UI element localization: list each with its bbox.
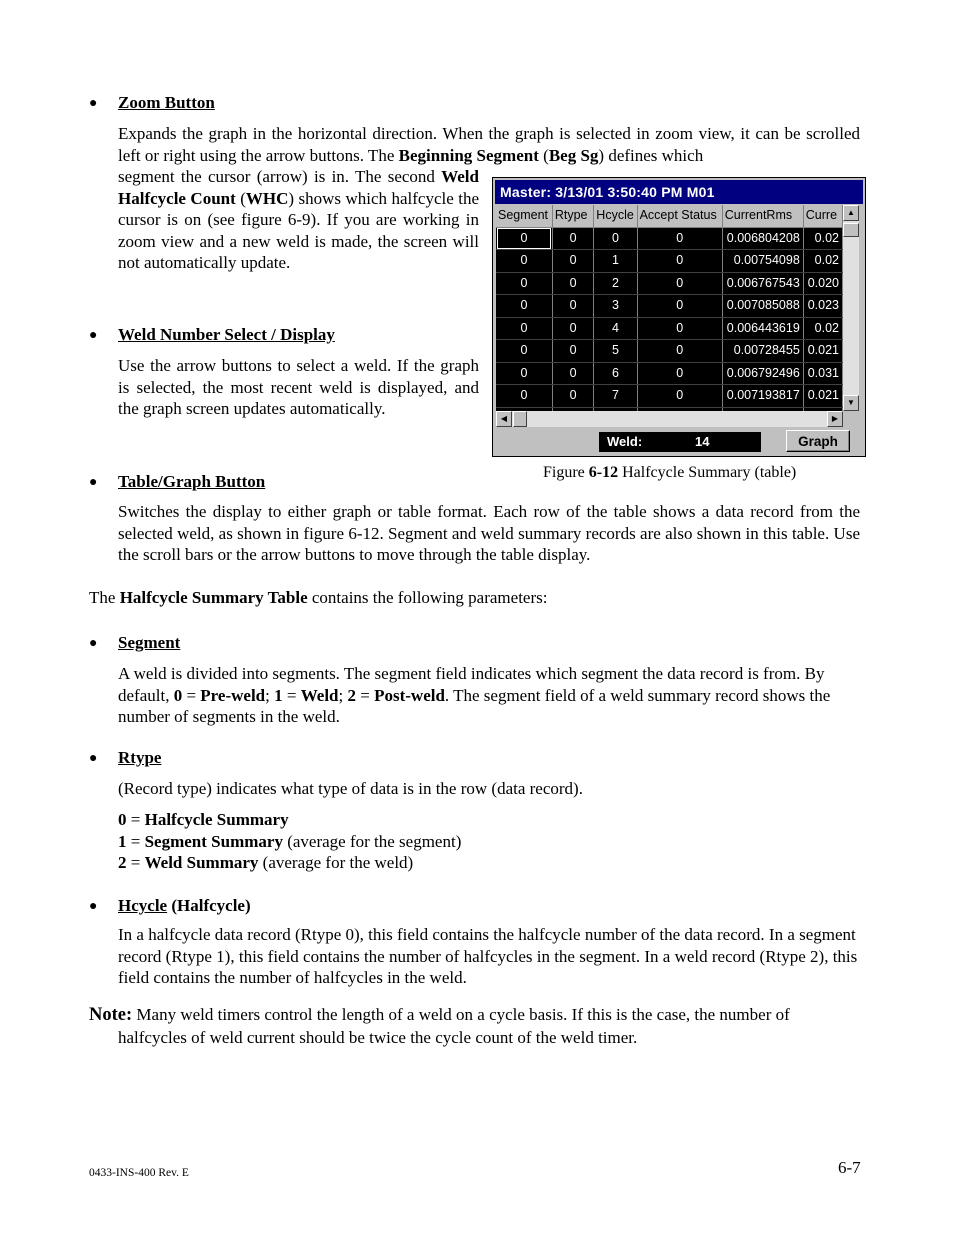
rtype-label: Weld Summary xyxy=(144,853,259,872)
table-cell[interactable]: 1 xyxy=(594,250,637,273)
summary-table-area xyxy=(496,205,843,411)
scroll-up-icon[interactable]: ▲ xyxy=(843,205,859,221)
segment-paragraph: A weld is divided into segments. The segment field indicates which segment the data record is from. By default, 0 = Pre-weld; 1 = Weld; 2 = Post-weld. The segment field of a weld summary record shows the number of segments in the weld. xyxy=(118,664,831,726)
zoom-bold-beg-sg: Beg Sg xyxy=(548,145,599,165)
table-cell[interactable]: 0 xyxy=(496,317,552,340)
zoom-bold-whc-long: Weld Halfcycle Count xyxy=(118,167,479,208)
table-cell[interactable]: 0 xyxy=(552,385,593,408)
table-cell[interactable]: 0.021 xyxy=(803,340,842,363)
table-cell[interactable]: 0 xyxy=(496,362,552,385)
note-text: Many weld timers control the length of a weld on a cycle basis. If this is the case, the number of halfcycles of weld current should be twice the cycle count of the weld timer. xyxy=(118,1005,790,1047)
graph-button[interactable]: Graph xyxy=(786,430,850,452)
segment-v2: 2 xyxy=(347,685,356,705)
note-label: Note: xyxy=(89,1005,133,1025)
intro-post: contains the following parameters: xyxy=(307,588,548,607)
table-cell[interactable]: 0 xyxy=(496,227,552,250)
table-cell[interactable]: 0 xyxy=(552,362,593,385)
table-cell[interactable]: 0 xyxy=(552,227,593,250)
segment-l0: Pre-weld xyxy=(200,685,266,705)
rtype-num: 1 xyxy=(118,831,127,851)
table-cell[interactable]: 0.00754098 xyxy=(722,250,803,273)
caption-post: Halfcycle Summary (table) xyxy=(618,464,797,481)
table-cell[interactable]: 4 xyxy=(594,317,637,340)
weld-select-text: Use the arrow buttons to select a weld. If the graph is selected, the most recent weld is displayed, and the graph screen updates automatically. xyxy=(118,356,479,418)
table-row[interactable] xyxy=(496,295,843,318)
table-graph-paragraph xyxy=(118,501,860,566)
intro-pre: The xyxy=(89,588,120,607)
caption-pre: Figure xyxy=(543,464,589,481)
segment-heading: Segment xyxy=(118,633,181,652)
table-cell[interactable]: 6 xyxy=(594,362,637,385)
list-item: 1 = Segment Summary (average for the segment) xyxy=(118,831,462,851)
segment-text-a: A weld is divided into segments. The segment field indicates which segment the data record is from. By default, xyxy=(118,664,825,705)
horizontal-scrollbar[interactable] xyxy=(496,411,843,427)
table-cell[interactable]: 0 xyxy=(594,227,637,250)
hcycle-heading-suffix: (Halfcycle) xyxy=(167,896,251,915)
intro-bold: Halfcycle Summary Table xyxy=(119,588,308,607)
zoom-heading: Zoom Button xyxy=(118,93,215,112)
table-row[interactable] xyxy=(496,227,843,250)
table-cell[interactable]: 0.020 xyxy=(803,272,842,295)
table-cell[interactable]: 0 xyxy=(637,227,722,250)
document-id: 0433-INS-400 Rev. E xyxy=(89,1167,189,1179)
table-cell[interactable]: 5 xyxy=(594,340,637,363)
hcycle-text: In a halfcycle data record (Rtype 0), this field contains the halfcycle number of the data record. In a segment record (Rtype 1), this field contains the number of halfcycles in the segment. In a weld record (Rtype 2), this field contains the number of halfcycles in the weld. xyxy=(118,925,858,987)
figure-caption xyxy=(543,462,796,484)
table-cell[interactable]: 0 xyxy=(637,362,722,385)
column-header[interactable]: Accept Status xyxy=(637,205,722,227)
list-item: 0 = Halfcycle Summary xyxy=(118,810,289,829)
table-cell[interactable]: 0 xyxy=(637,272,722,295)
table-cell[interactable]: 0 xyxy=(496,272,552,295)
bullet-icon: ● xyxy=(89,751,98,766)
table-cell[interactable]: 0 xyxy=(496,250,552,273)
weld-label: Weld: xyxy=(607,434,643,449)
weld-select-heading: Weld Number Select / Display xyxy=(118,325,335,344)
intro-line xyxy=(89,587,547,609)
rtype-note: (average for the segment) xyxy=(282,831,462,851)
table-cell[interactable]: 0 xyxy=(552,272,593,295)
table-cell[interactable]: 0.007085088 xyxy=(722,295,803,318)
table-cell[interactable]: 0.006443619 xyxy=(722,317,803,340)
weld-number-display[interactable] xyxy=(599,432,761,452)
table-cell[interactable]: 0 xyxy=(552,295,593,318)
zoom-bold-whc: WHC xyxy=(245,188,289,208)
hcycle-heading: Hcycle xyxy=(118,896,168,915)
bullet-icon: ● xyxy=(89,899,98,914)
segment-v1: 1 xyxy=(274,685,283,705)
table-cell[interactable]: 0.02 xyxy=(803,250,842,273)
table-cell[interactable]: 0 xyxy=(637,340,722,363)
bullet-icon: ● xyxy=(89,636,98,651)
table-cell[interactable]: 3 xyxy=(594,295,637,318)
table-cell[interactable]: 0 xyxy=(637,317,722,340)
table-cell[interactable]: 0.02 xyxy=(803,227,842,250)
table-cell[interactable]: 0.006767543 xyxy=(722,272,803,295)
rtype-text: (Record type) indicates what type of data is in the row (data record). xyxy=(118,779,583,798)
zoom-bold-beg-segment: Beginning Segment xyxy=(398,145,539,165)
table-cell[interactable]: 0.006804208 xyxy=(722,227,803,250)
table-cell[interactable]: 0 xyxy=(496,385,552,408)
table-row[interactable] xyxy=(496,250,843,273)
rtype-note: (average for the weld) xyxy=(258,853,414,872)
table-row[interactable] xyxy=(496,340,843,363)
table-graph-text: Switches the display to either graph or table format. Each row of the table shows a data record from the selected weld, as shown in figure 6-12. Segment and weld summary records are also shown in this table. Use the scroll bars or the arrow buttons to move through the table display. xyxy=(118,502,860,564)
halfcycle-summary-window xyxy=(492,177,866,457)
weld-value: 14 xyxy=(695,434,710,449)
list-item: 2 = Weld Summary (average for the weld) xyxy=(118,853,414,872)
table-row[interactable] xyxy=(496,385,843,408)
table-cell[interactable]: 0.006792496 xyxy=(722,362,803,385)
rtype-heading: Rtype xyxy=(118,748,162,767)
table-row[interactable] xyxy=(496,317,843,340)
segment-text-b: . The segment field of a weld summary record shows the number of segments in the weld. xyxy=(118,685,831,726)
table-cell[interactable]: 0.021 xyxy=(803,385,842,408)
bullet-icon: ● xyxy=(89,96,98,111)
weld-select-paragraph xyxy=(118,355,479,420)
table-cell[interactable]: 0.023 xyxy=(803,295,842,318)
column-header[interactable]: Segment xyxy=(496,205,552,227)
column-header[interactable]: CurrentRms xyxy=(722,205,803,227)
scroll-left-icon[interactable]: ◀ xyxy=(496,411,512,427)
column-header[interactable]: Hcycle xyxy=(594,205,637,227)
table-cell[interactable]: 0.02 xyxy=(803,317,842,340)
table-cell[interactable]: 2 xyxy=(594,272,637,295)
table-cell[interactable]: 0 xyxy=(552,250,593,273)
table-cell[interactable]: 0 xyxy=(552,317,593,340)
table-cell[interactable]: 0.007193817 xyxy=(722,385,803,408)
table-cell[interactable]: 0.031 xyxy=(803,362,842,385)
column-header[interactable]: Rtype xyxy=(552,205,593,227)
table-graph-heading: Table/Graph Button xyxy=(118,472,266,491)
window-title: Master: 3/13/01 3:50:40 PM M01 xyxy=(495,180,863,204)
note-block xyxy=(89,1004,861,1048)
caption-num: 6-12 xyxy=(588,464,619,481)
table-cell[interactable]: 0 xyxy=(552,340,593,363)
table-row[interactable] xyxy=(496,362,843,385)
hcycle-heading-line xyxy=(118,895,251,917)
zoom-text-b-head: ) defines which xyxy=(598,145,704,165)
zoom-text-c: ) shows which halfcycle the cursor is on (see figure 6-9). If you are working in zoom view and a new weld is made, the screen will not automatically update. xyxy=(118,188,479,272)
zoom-paragraph-top xyxy=(118,123,860,166)
rtype-list xyxy=(118,809,461,874)
table-cell[interactable]: 0 xyxy=(496,295,552,318)
hscroll-thumb[interactable] xyxy=(513,411,527,427)
rtype-num: 2 xyxy=(118,853,127,872)
scroll-thumb[interactable] xyxy=(843,223,859,237)
bullet-icon: ● xyxy=(89,328,98,343)
segment-v0: 0 xyxy=(173,685,183,705)
zoom-paragraph-wrap: segment the cursor (arrow) is in. The second Weld Halfcycle Count (WHC) shows which halfcycle the cursor is on (see figure 6-9). If you are working in zoom view and a new weld is made, the screen will not automatically update. xyxy=(118,167,479,272)
table-cell[interactable]: 0 xyxy=(637,250,722,273)
bullet-icon: ● xyxy=(89,475,98,490)
zoom-paren: ( xyxy=(538,145,549,165)
column-header[interactable]: Curre xyxy=(803,205,842,227)
summary-table xyxy=(496,205,843,411)
rtype-label: Halfcycle Summary xyxy=(144,810,289,829)
table-header-row xyxy=(496,205,843,227)
table-cell[interactable]: 0.00728455 xyxy=(722,340,803,363)
segment-l2: Post-weld xyxy=(374,685,445,705)
scroll-right-icon[interactable]: ▶ xyxy=(827,411,843,427)
hcycle-paragraph xyxy=(118,924,860,989)
table-cell[interactable]: 7 xyxy=(594,385,637,408)
page-number: 6-7 xyxy=(838,1158,861,1177)
rtype-label: Segment Summary xyxy=(144,831,283,851)
segment-l1: Weld xyxy=(300,685,339,705)
rtype-num: 0 xyxy=(118,810,127,829)
zoom-text-a: Expands the graph in the horizontal direction. When the graph is selected in zoom view, it can be scrolled left or right using the arrow buttons. The xyxy=(118,124,860,165)
scroll-down-icon[interactable]: ▼ xyxy=(843,395,859,411)
zoom-text-b-tail: segment the cursor (arrow) is in. The second xyxy=(118,167,442,186)
segment-sep: ; xyxy=(265,685,275,705)
table-row[interactable] xyxy=(496,272,843,295)
table-cell[interactable]: 0 xyxy=(496,340,552,363)
table-cell[interactable]: 0 xyxy=(637,385,722,408)
vertical-scrollbar[interactable] xyxy=(843,205,859,411)
segment-eq: = xyxy=(182,685,201,705)
table-cell[interactable]: 0 xyxy=(637,295,722,318)
